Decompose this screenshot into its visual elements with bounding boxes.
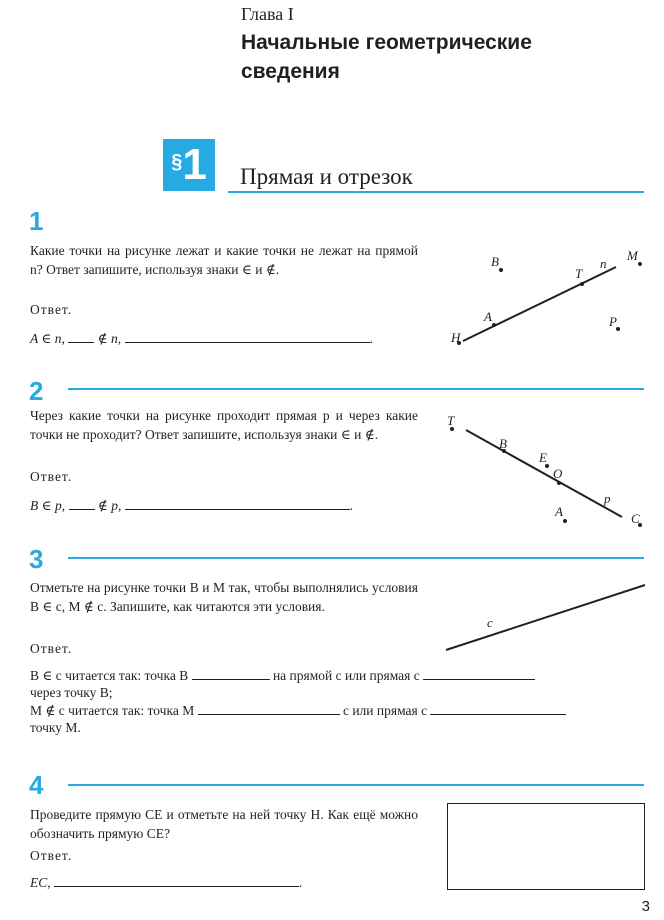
label-T: T [575, 266, 583, 281]
task2-figure [440, 410, 660, 540]
task3-blank-2[interactable] [423, 667, 535, 680]
label-C: C [631, 511, 640, 526]
task1-answer [30, 330, 373, 347]
chapter-label: Глава I [241, 4, 294, 24]
task3-line2-cont: точку M. [30, 720, 81, 735]
label-n: n [600, 256, 607, 271]
section-number: 1 [182, 140, 207, 189]
task2-answer-label: Ответ. [30, 469, 73, 484]
task4-answer-label: Ответ. [30, 848, 73, 863]
label-B: B [491, 254, 499, 269]
task3-line1-b: на прямой c или прямая c [272, 668, 420, 683]
task1-blank-1[interactable] [68, 330, 94, 343]
page-number: 3 [641, 898, 650, 915]
task4-rule [68, 784, 644, 786]
task4-drawing-box[interactable] [447, 803, 645, 890]
label-c: c [487, 615, 493, 630]
task3-number: 3 [29, 544, 44, 574]
task3-line2-a: M ∉ c читается так: точка M [30, 703, 195, 718]
label-O: O [553, 466, 563, 481]
task2-answer-a: B ∈ p, [30, 498, 66, 513]
label-H: H [451, 330, 461, 345]
task4-number: 4 [29, 770, 44, 800]
task4-answer-a: EC, [30, 875, 51, 890]
task3-blank-1[interactable] [192, 667, 270, 680]
task3-line2-b: c или прямая c [342, 703, 428, 718]
section-rule [228, 191, 644, 193]
label-E: E [539, 450, 547, 465]
label-B2: B [499, 436, 507, 451]
task3-text: Отметьте на рисунке точки B и M так, чтобы выполнялись условия B ∈ c, M ∉ c. Запишите, как читаются эти условия. [30, 580, 418, 614]
task1-answer-a: A ∈ n, [30, 331, 65, 346]
task2-end: . [349, 498, 354, 513]
task2-answer [30, 497, 353, 514]
task3-figure [440, 580, 660, 660]
chapter-title [241, 28, 641, 86]
task3-blank-3[interactable] [198, 702, 340, 715]
chapter-title-line2: сведения [241, 60, 340, 83]
label-A: A [484, 309, 492, 324]
task2-answer-b: ∉ p, [97, 498, 122, 513]
task4-end: . [299, 875, 303, 890]
task3-line1 [30, 667, 535, 684]
label-T2: T [447, 413, 455, 428]
task1-answer-b: ∉ n, [97, 331, 122, 346]
task4-text: Проведите прямую CE и отметьте на ней точку H. Как ещё можно обозначить прямую CE? [30, 807, 418, 841]
line-c [446, 585, 645, 650]
task3-rule [68, 557, 644, 559]
label-p: p [604, 491, 611, 506]
section-title: Прямая и отрезок [240, 164, 413, 189]
task3-answer-label: Ответ. [30, 641, 73, 656]
task1-text: Какие точки на рисунке лежат и какие точки не лежат на прямой n? Ответ запишите, используя знаки ∈ и ∉. [30, 243, 418, 277]
task3-blank-4[interactable] [430, 702, 566, 715]
line-n [463, 267, 616, 341]
task3-line1-a: B ∈ c читается так: точка B [30, 668, 189, 683]
label-A2: A [555, 504, 563, 519]
task4-answer [30, 874, 302, 891]
task1-blank-2[interactable] [125, 330, 370, 343]
section-badge [163, 139, 215, 191]
label-P: P [609, 314, 617, 329]
task2-text: Через какие точки на рисунке проходит прямая p и через какие точки не проходит? Ответ запишите, используя знаки ∈ и ∉. [30, 408, 418, 442]
section-sign: § [171, 150, 183, 173]
label-M: M [627, 248, 638, 263]
task2-rule [68, 388, 644, 390]
point-M [638, 262, 642, 266]
task1-number: 1 [29, 206, 44, 236]
task4-blank-1[interactable] [54, 874, 299, 887]
point-B [499, 268, 503, 272]
task2-blank-1[interactable] [69, 497, 95, 510]
line-p [466, 430, 622, 517]
task2-number: 2 [29, 376, 44, 406]
task1-end: . [369, 331, 373, 346]
task2-blank-2[interactable] [125, 497, 350, 510]
task1-answer-label: Ответ. [30, 302, 73, 317]
point-A [492, 323, 496, 327]
task3-line2 [30, 702, 566, 719]
task3-line1-cont: через точку B; [30, 685, 113, 700]
point-T [580, 282, 584, 286]
chapter-title-line1: Начальные геометрические [241, 31, 532, 54]
point-A2 [563, 519, 567, 523]
